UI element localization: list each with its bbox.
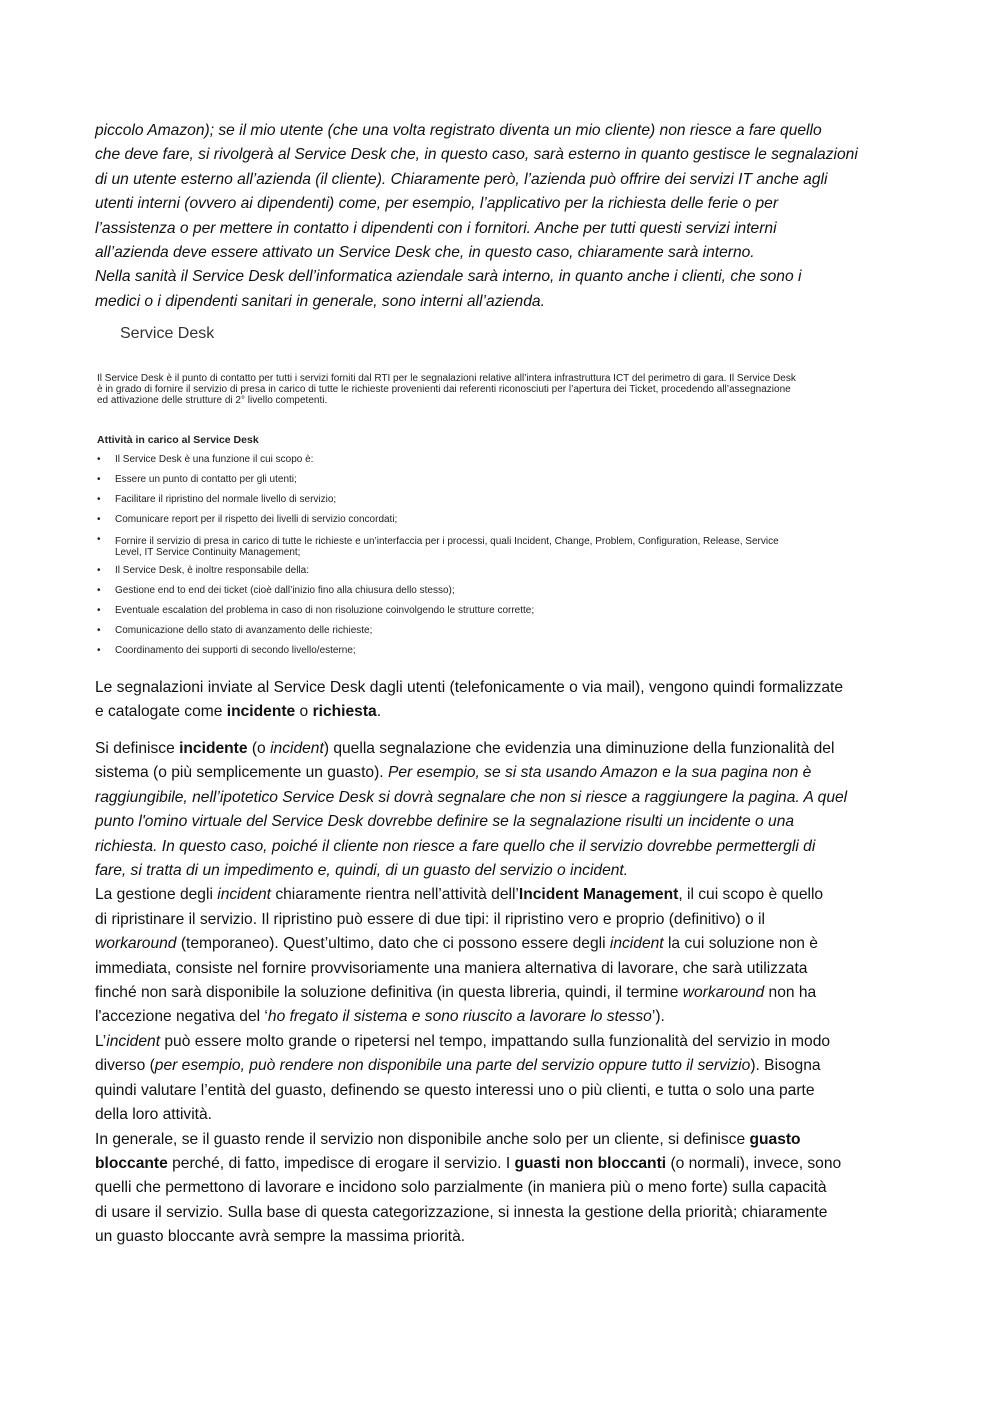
- intro-line: piccolo Amazon); se il mio utente (che una volta registrato diventa un mio cliente) non riesce a fare quello: [95, 122, 822, 139]
- incidente-paragraph: Si definisce incidente (o incident) quella segnalazione che evidenzia una diminuzione della funzionalità del sistema (o più semplicemente un guasto). Per esempio, se si sta usando Amazon e la sua pagina non è raggiungibile, nell’ipotetico Service Desk si dovrà segnalare che non si riesce a raggiungere la pagina. A quel punto l'omino virtuale del Service Desk dovrebbe definire se la segnalazione risulti un incidente o una richiesta. In questo caso, poiché il cliente non riesce a fare quello che il servizio dovrebbe permettergli di fare, si tratta di un impedimento e, quindi, di un guasto del servizio o incident. La gestione degli incident chiaramente rientra nell’attività dell’Incident Management, il cui scopo è quello di ripristinare il servizio. Il ripristino può essere di due tipi: il ripristino vero e proprio (definitivo) o il workaround (temporaneo). Quest’ultimo, dato che ci possono essere degli incident la cui soluzione non è immediata, consiste nel fornire provvisoriamente una maniera alternativa di lavorare, che sarà utilizzata finché non sarà disponibile la soluzione definitiva (in questa libreria, quindi, il termine workaround non ha l'accezione negativa del ‘ho fregato il sistema e sono riuscito a lavorare lo stesso’). L’incident può essere molto grande o ripetersi nel tempo, impattando sulla funzionalità del servizio in modo diverso (per esempio, può rendere non disponibile una parte del servizio oppure tutto il servizio). Bisogna quindi valutare l’entità del guasto, definendo se questo interessi uno o più clienti, e tutta o solo una parte della loro attività. In generale, se il guasto rende il servizio non disponibile anche solo per un cliente, si definisce guasto bloccante perché, di fatto, impedisce di erogare il servizio. I guasti non bloccanti (o normali), invece, sono quelli che permettono di lavorare e incidono solo parzialmente (in maniera più o meno forte) sulla capacità di usare il servizio. Sulla base di questa categorizzazione, si innesta la gestione della priorità; chiaramente un guasto bloccante avrà sempre la massima priorità.: [95, 740, 848, 1246]
- intro-line: medici o i dipendenti sanitari in generale, sono interni all’azienda.: [95, 292, 545, 310]
- bullet-icon: •: [97, 625, 101, 636]
- list-item: • Comunicazione dello stato di avanzamento delle richieste;: [97, 625, 373, 636]
- segnalazioni-paragraph: Le segnalazioni inviate al Service Desk dagli utenti (telefonicamente o via mail), vengono quindi formalizzate e catalogate come incidente o richiesta.: [95, 679, 844, 721]
- intro-line: l’assistenza o per mettere in contatto i dipendenti con i fornitori. Anche per tutti questi servizi interni: [95, 219, 777, 237]
- bullet-icon: •: [97, 534, 101, 545]
- service-desk-title: Service Desk: [120, 325, 215, 342]
- list-item: • Facilitare il ripristino del normale livello di servizio;: [97, 494, 337, 505]
- bullet-icon: •: [97, 514, 101, 525]
- activities-list: [97, 454, 897, 665]
- bullet-icon: •: [97, 605, 101, 616]
- list-item: • Il Service Desk, è inoltre responsabile della:: [97, 565, 309, 576]
- list-item: • Fornire il servizio di presa in carico di tutte le richieste e un’interfaccia per i processi, quali Incident, Change, Problem, Configuration, Release, Service Level, IT Service Continuity Management;: [97, 534, 779, 558]
- list-item: • Coordinamento dei supporti di secondo livello/esterne;: [97, 645, 356, 656]
- list-item: • Essere un punto di contatto per gli utenti;: [97, 474, 297, 485]
- service-desk-description: [97, 374, 907, 406]
- list-item: • Gestione end to end dei ticket (cioè dall’inizio fino alla chiusura dello stesso);: [97, 585, 455, 596]
- activities-heading: Attività in carico al Service Desk: [97, 434, 259, 446]
- description-line: è in grado di fornire il servizio di presa in carico di tutte le richieste provenienti dai referenti riconosciuti per l’apertura dei Ticket, procedendo all’assegnazione: [97, 383, 791, 395]
- list-item: • Comunicare report per il rispetto dei livelli di servizio concordati;: [97, 514, 398, 525]
- bullet-icon: •: [97, 454, 101, 465]
- bullet-icon: •: [97, 585, 101, 596]
- bullet-icon: •: [97, 494, 101, 505]
- bullet-icon: •: [97, 474, 101, 485]
- intro-line: utenti interni (ovvero ai dipendenti) come, per esempio, l’applicativo per la richiesta delle ferie o per: [95, 195, 779, 213]
- intro-line: Nella sanità il Service Desk dell’informatica aziendale sarà interno, in quanto anche i clienti, che sono i: [95, 268, 802, 286]
- intro-line: che deve fare, si rivolgerà al Service Desk che, in questo caso, sarà esterno in quanto gestisce le segnalazioni: [95, 146, 858, 164]
- description-line: Il Service Desk è il punto di contatto per tutti i servizi forniti dal RTI per le segnalazioni relative all’intera infrastruttura ICT del perimetro di gara. Il Service Desk: [97, 373, 796, 384]
- bullet-icon: •: [97, 565, 101, 576]
- list-item: • Eventuale escalation del problema in caso di non risoluzione coinvolgendo le strutture corrette;: [97, 605, 535, 616]
- description-line: ed attivazione delle strutture di 2° livello competenti.: [97, 394, 328, 406]
- intro-line: all’azienda deve essere attivato un Service Desk che, in questo caso, chiaramente sarà interno.: [95, 244, 755, 262]
- bullet-icon: •: [97, 645, 101, 656]
- intro-line: di un utente esterno all’azienda (il cliente). Chiaramente però, l’azienda può offrire dei servizi IT anche agli: [95, 170, 828, 188]
- list-item: • Il Service Desk è una funzione il cui scopo è:: [97, 454, 314, 465]
- intro-paragraph: [95, 119, 910, 314]
